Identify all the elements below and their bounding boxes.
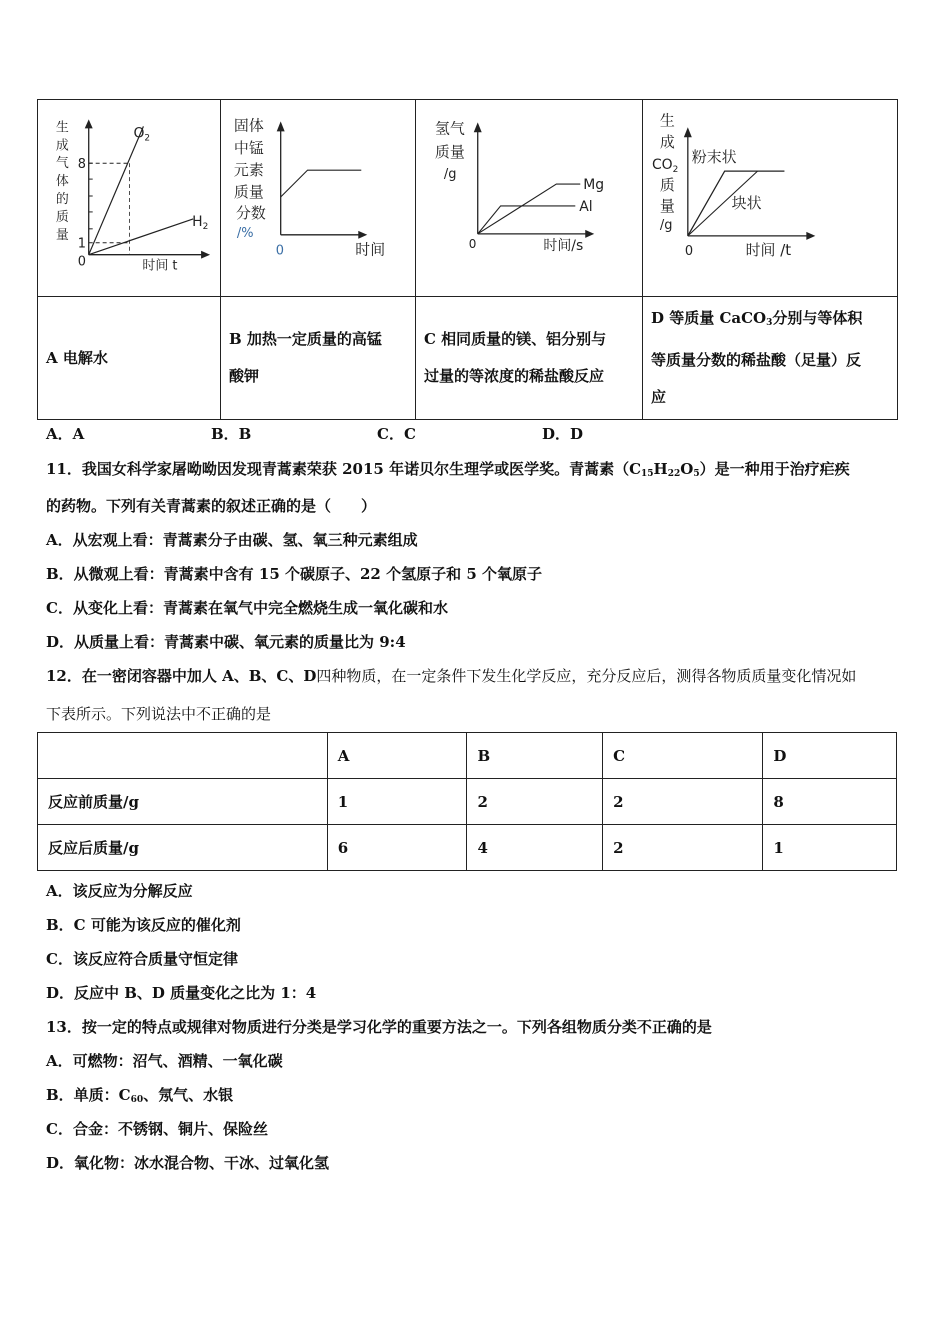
svg-text:时间 /t: 时间 /t [745, 240, 792, 259]
header-cell: A [327, 733, 467, 779]
svg-text:粉末状: 粉末状 [691, 148, 737, 167]
svg-text:0: 0 [77, 254, 87, 270]
svg-text:生: 生 [659, 111, 675, 130]
svg-text:Al: Al [579, 198, 593, 215]
svg-text:分数: 分数 [235, 203, 266, 222]
graph-a-electrolysis [38, 100, 220, 296]
q10-graph-table [37, 99, 898, 420]
graph-c-cell [416, 100, 643, 297]
q11-stem-line-1: 11．我国女科学家屠呦呦因发现青蒿素荣获 2015 年诺贝尔生理学或医学奖。青蒿素$(C_{15}H_{22}O_5)$是一种用于治疗疟疾 [46, 460, 850, 479]
caption-d-line-2: 等质量分数的稀盐酸（足量）反 [651, 351, 862, 369]
svg-text:Mg: Mg [583, 177, 605, 194]
q10-choice-c[interactable]: C．C [377, 425, 416, 443]
caption-d-line-3: 应 [651, 388, 667, 406]
caption-d [643, 297, 898, 420]
svg-text:的: 的 [55, 191, 69, 207]
graph-c-mg-al [416, 100, 642, 296]
table-row [38, 779, 897, 825]
table-cell: 6 [327, 825, 467, 871]
q10-choice-d[interactable]: D．D [542, 425, 584, 443]
q11-option-d[interactable]: D．从质量上看：青蒿素中碳、氧元素的质量比为 9:4 [46, 633, 406, 651]
svg-text:/g: /g [659, 217, 673, 233]
table-cell: 2 [603, 825, 763, 871]
svg-text:O2: $O_2$ [133, 125, 151, 144]
graph-b-cell [221, 100, 416, 297]
svg-text:1: 1 [77, 236, 87, 252]
caption-c [416, 297, 643, 420]
table-cell: 8 [763, 779, 897, 825]
q13-stem: 13．按一定的特点或规律对物质进行分类是学习化学的重要方法之一。下列各组物质分类不正确的是 [46, 1018, 712, 1036]
table-cell: 1 [763, 825, 897, 871]
graph-a-cell [38, 100, 221, 297]
svg-text:时间 t: 时间 t [142, 258, 178, 274]
svg-text:0: 0 [684, 243, 694, 259]
header-cell [38, 733, 328, 779]
row-label: 反应前质量/g [38, 779, 328, 825]
q12-option-d[interactable]: D．反应中 B、D 质量变化之比为 1：4 [46, 984, 317, 1002]
table-cell: 2 [603, 779, 763, 825]
q11-option-c[interactable]: C．从变化上看：青蒿素在氧气中完全燃烧生成一氧化碳和水 [46, 599, 448, 617]
q11-stem-line-2: 的药物。下列有关青蒿素的叙述正确的是（ ） [46, 497, 377, 515]
q12-mass-table [37, 732, 897, 871]
caption-c-line-2: 过量的等浓度的稀盐酸反应 [424, 367, 605, 385]
svg-text:体: 体 [55, 174, 69, 190]
svg-text:/%: /% [236, 225, 254, 241]
graph-b-kmno4 [221, 100, 415, 296]
svg-text:质: 质 [55, 209, 69, 225]
svg-text:H2: $H_2$ [192, 213, 209, 232]
svg-text:时间: 时间 [355, 240, 386, 259]
svg-text:时间/s: 时间/s [543, 237, 584, 254]
svg-text:块状: 块状 [731, 193, 762, 212]
q13-option-b[interactable]: B．单质：$C_{60}$、氖气、水银 [46, 1086, 234, 1105]
svg-text:CO2: $CO_2$ [651, 157, 679, 176]
q11-option-b[interactable]: B．从微观上看：青蒿素中含有 15 个碳原子、22 个氢原子和 5 个氧原子 [46, 565, 542, 583]
svg-text:质量: 质量 [434, 143, 465, 162]
caption-a [38, 297, 221, 420]
header-cell: C [603, 733, 763, 779]
svg-text:生: 生 [55, 120, 69, 136]
q13-option-a[interactable]: A．可燃物：沼气、酒精、一氧化碳 [46, 1052, 283, 1070]
svg-text:质量: 质量 [233, 183, 264, 202]
graph-d-caco3 [643, 100, 897, 296]
svg-text:质: 质 [659, 176, 675, 195]
svg-text:量: 量 [55, 227, 69, 243]
svg-text:成: 成 [659, 133, 675, 152]
table-row [38, 825, 897, 871]
q13-option-c[interactable]: C．合金：不锈钢、铜片、保险丝 [46, 1120, 268, 1138]
caption-b-line-2: 酸钾 [229, 367, 260, 385]
q12-stem-line-1: 12．在一密闭容器中加人 A、B、C、D四种物质，在一定条件下发生化学反应，充分反应后，测得各物质质量变化情况如 [46, 667, 857, 685]
caption-b-line-1: B 加热一定质量的高锰 [229, 330, 382, 348]
table-cell: 4 [467, 825, 603, 871]
svg-text:0: 0 [275, 243, 284, 259]
table-cell: 1 [327, 779, 467, 825]
svg-text:氢气: 氢气 [434, 119, 465, 138]
q10-choice-b[interactable]: B．B [211, 425, 252, 443]
header-cell: B [467, 733, 603, 779]
q12-option-a[interactable]: A．该反应为分解反应 [46, 882, 193, 900]
q12-stem-line-2: 下表所示。下列说法中不正确的是 [46, 705, 272, 723]
svg-text:量: 量 [659, 196, 675, 215]
row-label: 反应后质量/g [38, 825, 328, 871]
svg-text:成: 成 [55, 138, 69, 154]
caption-c-line-1: C 相同质量的镁、铝分别与 [424, 330, 607, 348]
caption-b [221, 297, 416, 420]
table-cell: 2 [467, 779, 603, 825]
header-cell: D [763, 733, 897, 779]
caption-d-line-1: D 等质量 CaCO$_3$分别与等体积 [651, 309, 863, 328]
q10-choice-a[interactable]: A．A [46, 425, 85, 443]
q13-option-d[interactable]: D．氧化物：冰水混合物、干冰、过氧化氢 [46, 1154, 330, 1172]
table-header-row [38, 733, 897, 779]
q12-option-c[interactable]: C．该反应符合质量守恒定律 [46, 950, 238, 968]
svg-text:中锰: 中锰 [233, 139, 264, 158]
q11-option-a[interactable]: A．从宏观上看：青蒿素分子由碳、氢、氧三种元素组成 [46, 531, 418, 549]
svg-text:/g: /g [443, 167, 457, 183]
svg-text:0: 0 [468, 236, 477, 251]
q12-option-b[interactable]: B．C 可能为该反应的催化剂 [46, 916, 241, 934]
svg-text:元素: 元素 [233, 161, 264, 180]
graph-d-cell [643, 100, 898, 297]
svg-text:固体: 固体 [233, 116, 264, 135]
svg-text:气: 气 [55, 156, 69, 172]
caption-a-text: A 电解水 [46, 348, 108, 367]
svg-text:8: 8 [77, 157, 87, 173]
